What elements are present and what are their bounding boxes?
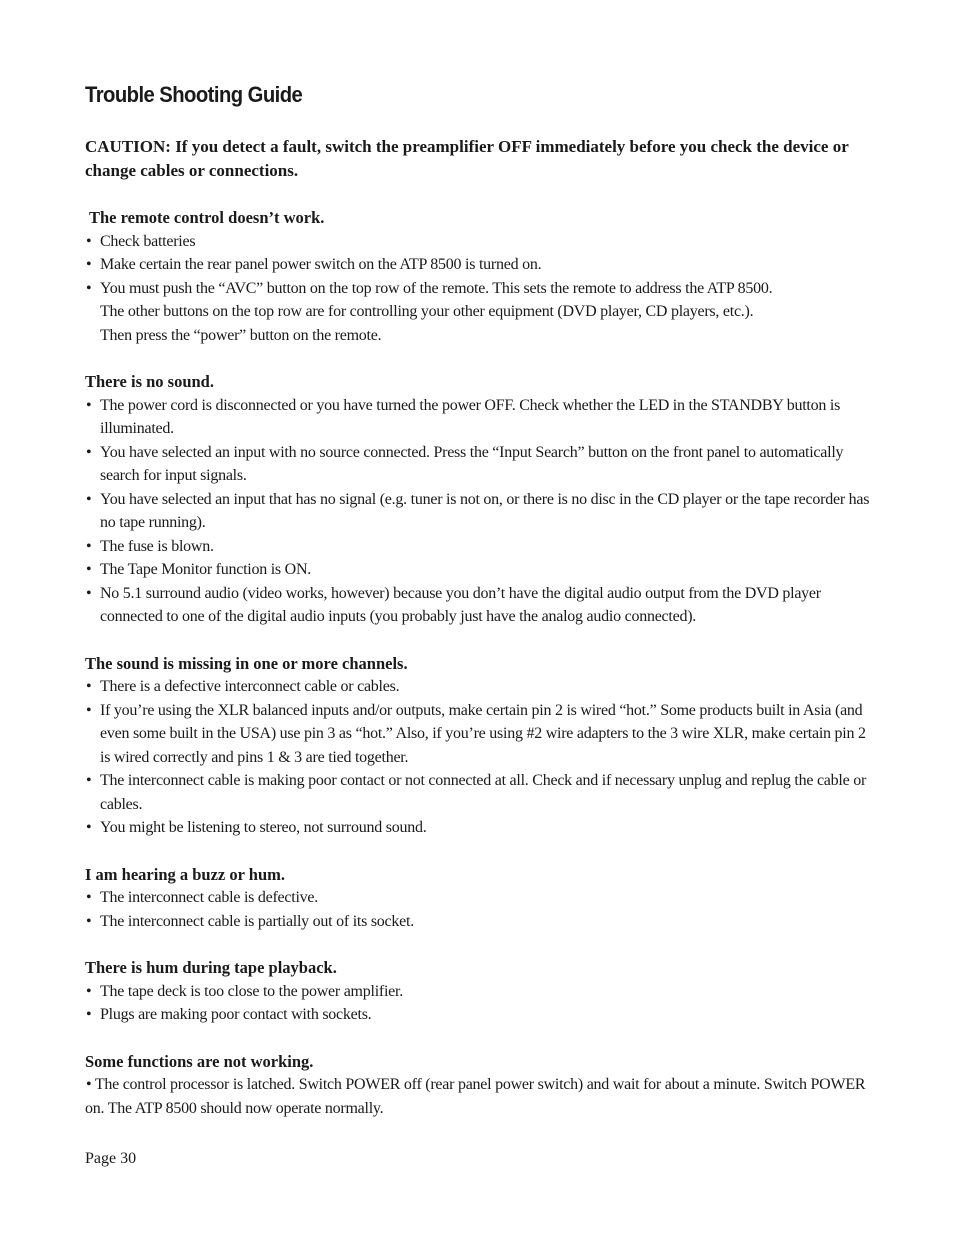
list-item: • You have selected an input that has no signal (e.g. tuner is not on, or there is no disc in the CD player or the tape recorder has no tape running). [85,488,875,535]
caution-notice: CAUTION: If you detect a fault, switch the preamplifier OFF immediately before you check the device or change cables or connections. [85,137,849,180]
section-paragraph: • The control processor is latched. Switch POWER off (rear panel power switch) and wait for about a minute. Switch POWER on. The ATP 8500 should now operate normally. [85,1076,866,1117]
section-heading: The sound is missing in one or more channels. [85,653,408,673]
section-no-sound [85,370,875,629]
bullet-icon: • [86,701,92,719]
bullet-icon: • [86,396,92,414]
bullet-icon: • [86,889,92,906]
bullet-icon: • [86,537,92,555]
list-item: • The interconnect cable is partially out of its socket. [85,910,875,934]
section-tape-hum [85,956,875,1027]
list-item-continuation: The other buttons on the top row are for controlling your other equipment (DVD player, CD players, etc.). [100,303,754,320]
list-item-continuation: Then press the “power” button on the remote. [100,326,382,344]
list-item: • The interconnect cable is making poor contact or not connected at all. Check and if necessary unplug and replug the cable or cables. [85,769,875,816]
bullet-icon: • [86,443,92,461]
section-heading: Some functions are not working. [85,1051,314,1071]
section-functions-not-working [85,1050,875,1121]
list-item: • You might be listening to stereo, not surround sound. [85,816,875,840]
bullet-icon: • [86,819,92,836]
section-missing-channels [85,652,875,840]
list-item: • Make certain the rear panel power switch on the ATP 8500 is turned on. [85,253,875,277]
bullet-icon: • [86,678,92,695]
document-page [85,80,875,1120]
bullet-list [85,980,875,1027]
list-item: • The power cord is disconnected or you have turned the power OFF. Check whether the LED in the STANDBY button is illuminated. [85,394,875,441]
list-item: • The tape deck is too close to the power amplifier. [85,980,875,1004]
bullet-list [85,230,875,348]
list-item: • You must push the “AVC” button on the top row of the remote. This sets the remote to address the ATP 8500. The other buttons on the top row are for controlling your other equipment (DVD player, CD players, etc.). Then press the “power” button on the remote. [85,277,875,348]
list-item: • The Tape Monitor function is ON. [85,558,875,582]
bullet-list [85,675,875,840]
list-item: • Check batteries [85,230,875,254]
list-item: • If you’re using the XLR balanced inputs and/or outputs, make certain pin 2 is wired “hot.” Some products built in Asia (and even some built in the USA) use pin 3 as “hot.” Also, if you’re using #2 wire adapters to the 3 wire XLR, make certain pin 2 is wired correctly and pins 1 & 3 are tied together. [85,699,875,770]
bullet-icon: • [86,490,92,508]
bullet-icon: • [86,772,92,789]
section-buzz-hum [85,863,875,934]
section-remote-control [85,206,875,347]
bullet-icon: • [86,1006,92,1023]
bullet-icon: • [86,982,92,1000]
section-heading: There is hum during tape playback. [85,958,337,977]
list-item: • The interconnect cable is defective. [85,886,875,910]
bullet-list [85,886,875,933]
bullet-icon: • [86,232,92,250]
page-title: Trouble Shooting Guide [85,82,303,107]
bullet-list [85,394,875,629]
list-item: • The fuse is blown. [85,535,875,559]
page-number: Page 30 [85,1150,137,1167]
list-item: • No 5.1 surround audio (video works, however) because you don’t have the digital audio output from the DVD player connected to one of the digital audio inputs (you probably just have the analog audio connected). [85,582,875,629]
section-heading: There is no sound. [85,372,214,391]
section-heading: I am hearing a buzz or hum. [85,864,285,884]
bullet-icon: • [86,256,92,273]
bullet-icon: • [86,279,92,297]
bullet-icon: • [86,912,92,930]
bullet-icon: • [86,561,92,578]
bullet-icon: • [86,1076,92,1093]
list-item: • You have selected an input with no source connected. Press the “Input Search” button on the front panel to automatically search for input signals. [85,441,875,488]
list-item: • There is a defective interconnect cable or cables. [85,675,875,699]
section-heading: The remote control doesn’t work. [89,208,325,227]
list-item: • Plugs are making poor contact with sockets. [85,1003,875,1027]
bullet-icon: • [86,584,92,602]
